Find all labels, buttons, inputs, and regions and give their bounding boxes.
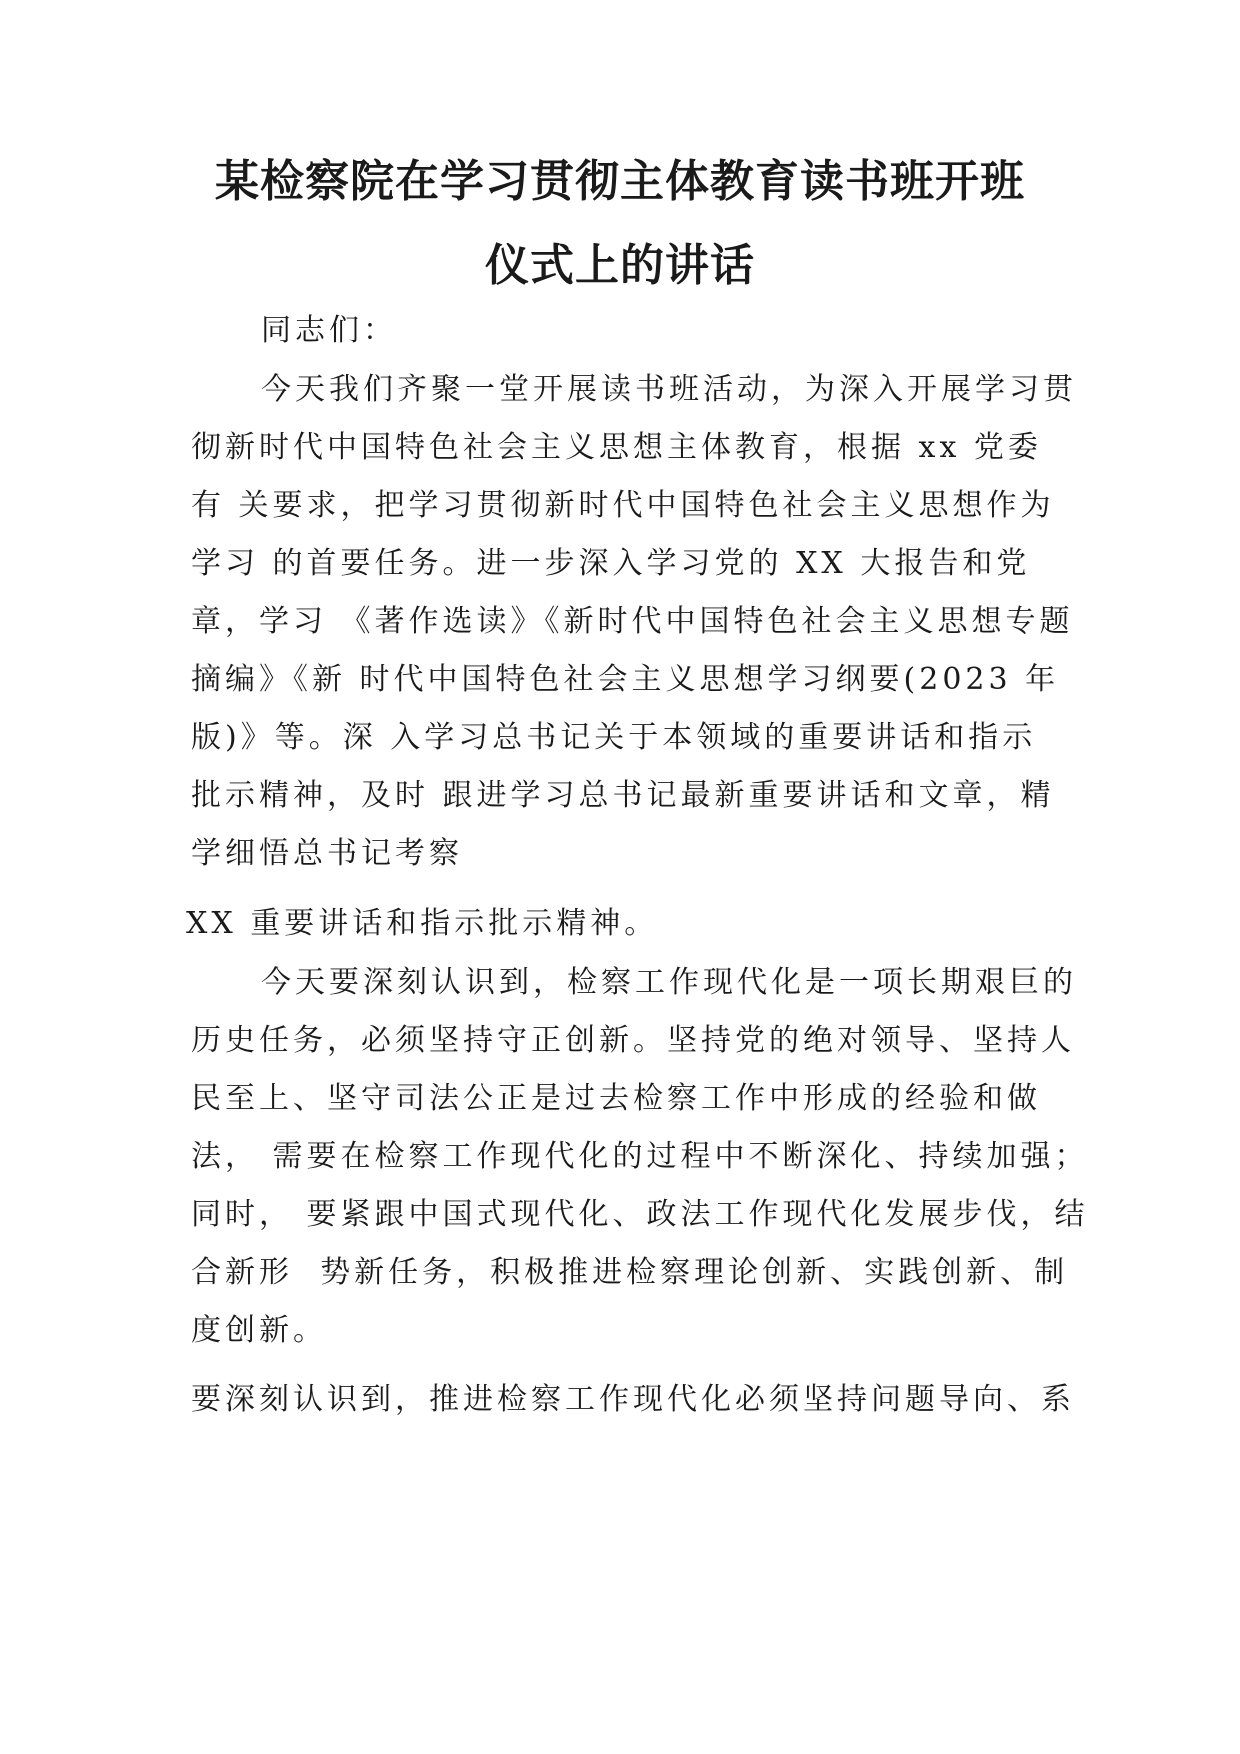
paragraph-line: 学细悟总书记考察 xyxy=(191,836,463,871)
paragraph-line: 有 关要求，把学习贯彻新时代中国特色社会主义思想作为 xyxy=(191,488,1055,523)
paragraph-line: 历史任务，必须坚持守正创新。坚持党的绝对领导、坚持人 xyxy=(191,1023,1075,1058)
paragraph-line: 要深刻认识到，推进检察工作现代化必须坚持问题导向、系 xyxy=(191,1382,1075,1417)
paragraph-1-continuation: XX 重要讲话和指示批示精神。 xyxy=(186,906,659,941)
paragraph-line: 同时， 要紧跟中国式现代化、政法工作现代化发展步伐，结 xyxy=(191,1197,1089,1232)
paragraph-line: 度创新。 xyxy=(191,1313,327,1348)
paragraph-line: 今天我们齐聚一堂开展读书班活动，为深入开展学习贯 xyxy=(261,372,1077,407)
salutation: 同志们： xyxy=(261,313,397,348)
paragraph-line: 摘编》《新 时代中国特色社会主义思想学习纲要(2023 年 xyxy=(191,662,1060,697)
paragraph-line: 学习 的首要任务。进一步深入学习党的 XX 大报告和党 xyxy=(191,546,1031,581)
paragraph-line: 今天要深刻认识到，检察工作现代化是一项长期艰巨的 xyxy=(261,965,1077,1000)
paragraph-line: 彻新时代中国特色社会主义思想主体教育，根据 xx 党委 xyxy=(191,430,1042,465)
document-title-line-2: 仪式上的讲话 xyxy=(485,240,755,291)
paragraph-line: 批示精神，及时 跟进学习总书记最新重要讲话和文章，精 xyxy=(191,778,1055,813)
paragraph-line: 章，学习 《著作选读》《新时代中国特色社会主义思想专题 xyxy=(191,604,1074,639)
paragraph-line: 法， 需要在检察工作现代化的过程中不断深化、持续加强； xyxy=(191,1139,1089,1174)
paragraph-line: 版)》等。深 入学习总书记关于本领域的重要讲话和指示 xyxy=(191,720,1037,755)
paragraph-line: 民至上、坚守司法公正是过去检察工作中形成的经验和做 xyxy=(191,1081,1041,1116)
paragraph-line: 合新形 势新任务，积极推进检察理论创新、实践创新、制 xyxy=(191,1255,1069,1290)
document-title-line-1: 某检察院在学习贯彻主体教育读书班开班 xyxy=(215,156,1025,207)
